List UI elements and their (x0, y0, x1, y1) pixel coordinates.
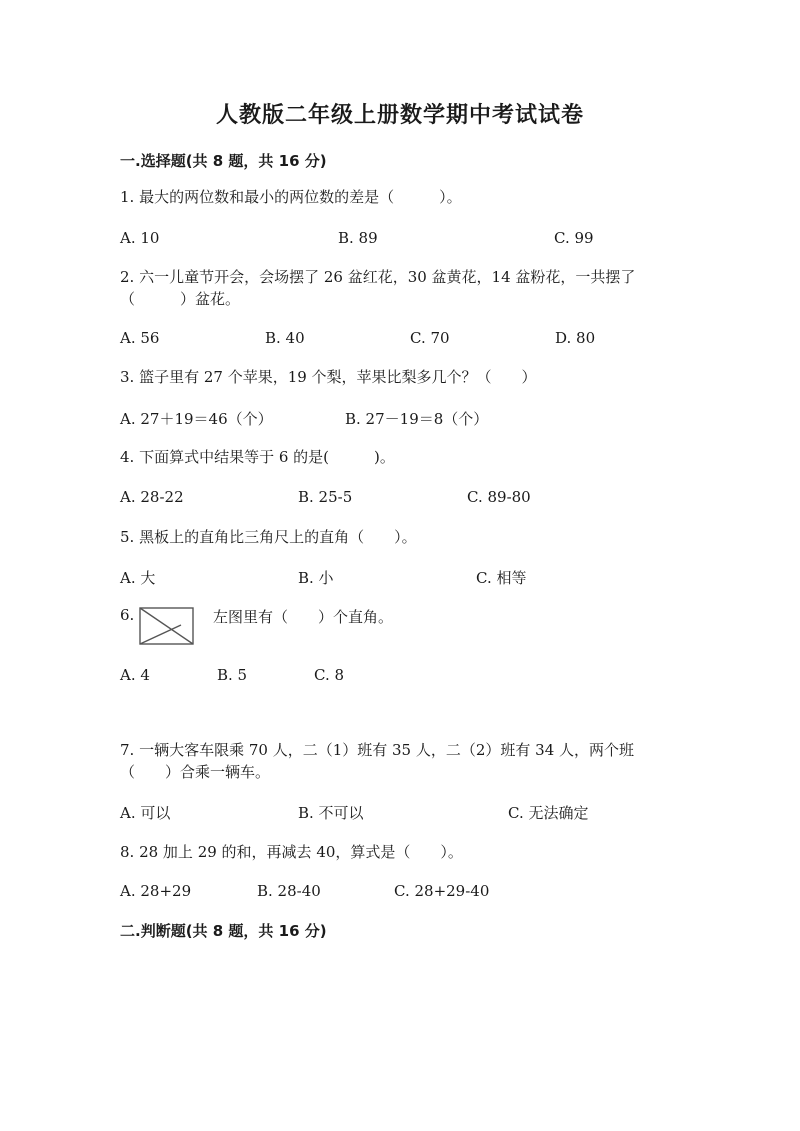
question-3-option-a: A. 27＋19＝46（个） (120, 410, 273, 428)
section-heading-true-false: 二.判断题(共 8 题，共 16 分) (120, 922, 327, 940)
question-4-option-c: C. 89-80 (467, 488, 531, 506)
question-2-stem-line1: 2. 六一儿童节开会，会场摆了 26 盆红花，30 盆黄花，14 盆粉花，一共摆了 (120, 268, 636, 286)
question-3-stem: 3. 篮子里有 27 个苹果，19 个梨，苹果比梨多几个？（ ） (120, 368, 537, 386)
question-4-option-a: A. 28-22 (120, 488, 184, 506)
question-2-option-c: C. 70 (410, 329, 450, 347)
envelope-rectangle-figure (139, 607, 195, 647)
question-2-option-d: D. 80 (555, 329, 596, 347)
question-1-stem: 1. 最大的两位数和最小的两位数的差是（ ）。 (120, 188, 462, 206)
question-8-stem: 8. 28 加上 29 的和，再减去 40，算式是（ ）。 (120, 843, 463, 861)
question-6-option-b: B. 5 (217, 666, 248, 684)
question-7-option-c: C. 无法确定 (508, 804, 589, 822)
question-2-option-a: A. 56 (120, 329, 160, 347)
page-title: 人教版二年级上册数学期中考试试卷 (215, 103, 584, 128)
question-6-option-c: C. 8 (314, 666, 345, 684)
question-5-option-b: B. 小 (298, 569, 334, 587)
question-1-option-b: B. 89 (338, 229, 378, 247)
section-heading-choice: 一.选择题(共 8 题，共 16 分) (120, 152, 327, 170)
question-7-stem-line1: 7. 一辆大客车限乘 70 人，二（1）班有 35 人，二（2）班有 34 人，两个班 (120, 741, 635, 759)
question-7-stem-line2: （ ）合乘一辆车。 (120, 763, 271, 781)
question-8-option-c: C. 28+29-40 (394, 882, 490, 900)
question-7-option-b: B. 不可以 (298, 804, 364, 822)
question-4-option-b: B. 25-5 (298, 488, 353, 506)
question-7-option-a: A. 可以 (120, 804, 171, 822)
question-6-option-a: A. 4 (120, 666, 150, 684)
question-1-option-c: C. 99 (554, 229, 594, 247)
question-3-option-b: B. 27－19＝8（个） (345, 410, 489, 428)
question-8-option-a: A. 28+29 (120, 882, 192, 900)
question-8-option-b: B. 28-40 (257, 882, 321, 900)
question-2-stem-line2: （ ）盆花。 (120, 290, 241, 308)
question-6-stem: 左图里有（ ）个直角。 (213, 608, 394, 626)
question-6-number: 6. (120, 606, 135, 624)
question-5-option-a: A. 大 (120, 569, 156, 587)
question-4-stem: 4. 下面算式中结果等于 6 的是( )。 (120, 448, 395, 466)
question-1-option-a: A. 10 (120, 229, 160, 247)
question-2-option-b: B. 40 (265, 329, 305, 347)
question-5-stem: 5. 黑板上的直角比三角尺上的直角（ ）。 (120, 528, 417, 546)
question-5-option-c: C. 相等 (476, 569, 527, 587)
